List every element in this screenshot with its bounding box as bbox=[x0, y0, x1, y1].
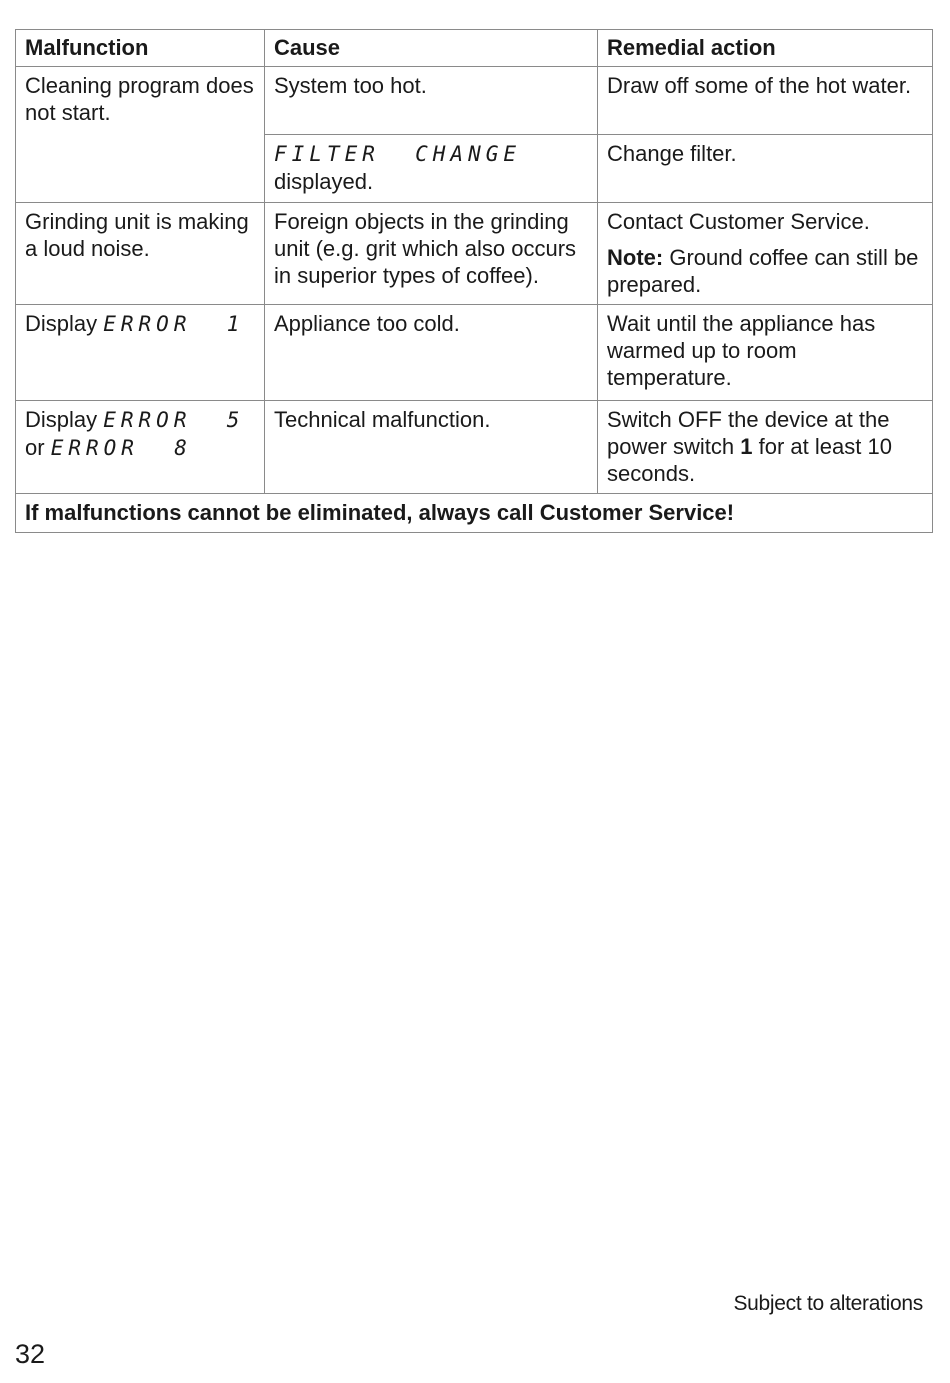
remedy-text-a: Switch OFF the device at the power switch bbox=[607, 407, 890, 459]
malfunction-prefix: Display bbox=[25, 311, 104, 336]
remedy-cell: Draw off some of the hot water. bbox=[598, 67, 933, 135]
remedy-cell bbox=[598, 401, 933, 494]
subject-to-alterations-note: Subject to alterations bbox=[733, 1292, 923, 1315]
remedy-cell bbox=[598, 203, 933, 305]
header-malfunction: Malfunction bbox=[16, 30, 265, 67]
table-header-row bbox=[16, 30, 933, 67]
malfunction-or: or bbox=[25, 435, 51, 460]
table-row bbox=[16, 305, 933, 401]
table-row bbox=[16, 203, 933, 305]
troubleshooting-table bbox=[15, 29, 933, 533]
cause-text: displayed. bbox=[274, 169, 374, 194]
segment-display-text: ERROR 1 bbox=[103, 312, 245, 336]
malfunction-cell: Grinding unit is making a loud noise. bbox=[16, 203, 265, 305]
page-number: 32 bbox=[15, 1339, 46, 1369]
note-label: Note: bbox=[607, 245, 664, 270]
remedy-cell: Change filter. bbox=[598, 135, 933, 203]
cause-cell: Technical malfunction. bbox=[265, 401, 598, 494]
segment-display-text: ERROR 8 bbox=[50, 436, 192, 460]
header-cause: Cause bbox=[265, 30, 598, 67]
table-footer-row bbox=[16, 494, 933, 533]
cause-cell: Foreign objects in the grinding unit (e.g. grit which also occurs in superior types of coffee). bbox=[265, 203, 598, 305]
note-text: Ground coffee can still be prepared. bbox=[607, 245, 919, 297]
remedy-text: Contact Customer Service. bbox=[607, 209, 870, 234]
table-row bbox=[16, 401, 933, 494]
remedy-text-b: for at least 10 seconds. bbox=[607, 434, 892, 486]
malfunction-cell bbox=[16, 305, 265, 401]
power-switch-number: 1 bbox=[740, 434, 753, 459]
table-row bbox=[16, 67, 933, 135]
cause-cell bbox=[265, 135, 598, 203]
malfunction-prefix: Display bbox=[25, 407, 104, 432]
malfunction-cell: Cleaning program does not start. bbox=[16, 67, 265, 203]
cause-cell: Appliance too cold. bbox=[265, 305, 598, 401]
remedy-cell: Wait until the appliance has warmed up to room temperature. bbox=[598, 305, 933, 401]
cause-cell: System too hot. bbox=[265, 67, 598, 135]
header-remedial-action: Remedial action bbox=[598, 30, 933, 67]
segment-display-text: ERROR 5 bbox=[103, 408, 245, 432]
segment-display-text: FILTER CHANGE bbox=[274, 142, 522, 166]
note-line bbox=[607, 244, 923, 298]
malfunction-cell bbox=[16, 401, 265, 494]
footer-advice: If malfunctions cannot be eliminated, always call Customer Service! bbox=[16, 494, 933, 533]
